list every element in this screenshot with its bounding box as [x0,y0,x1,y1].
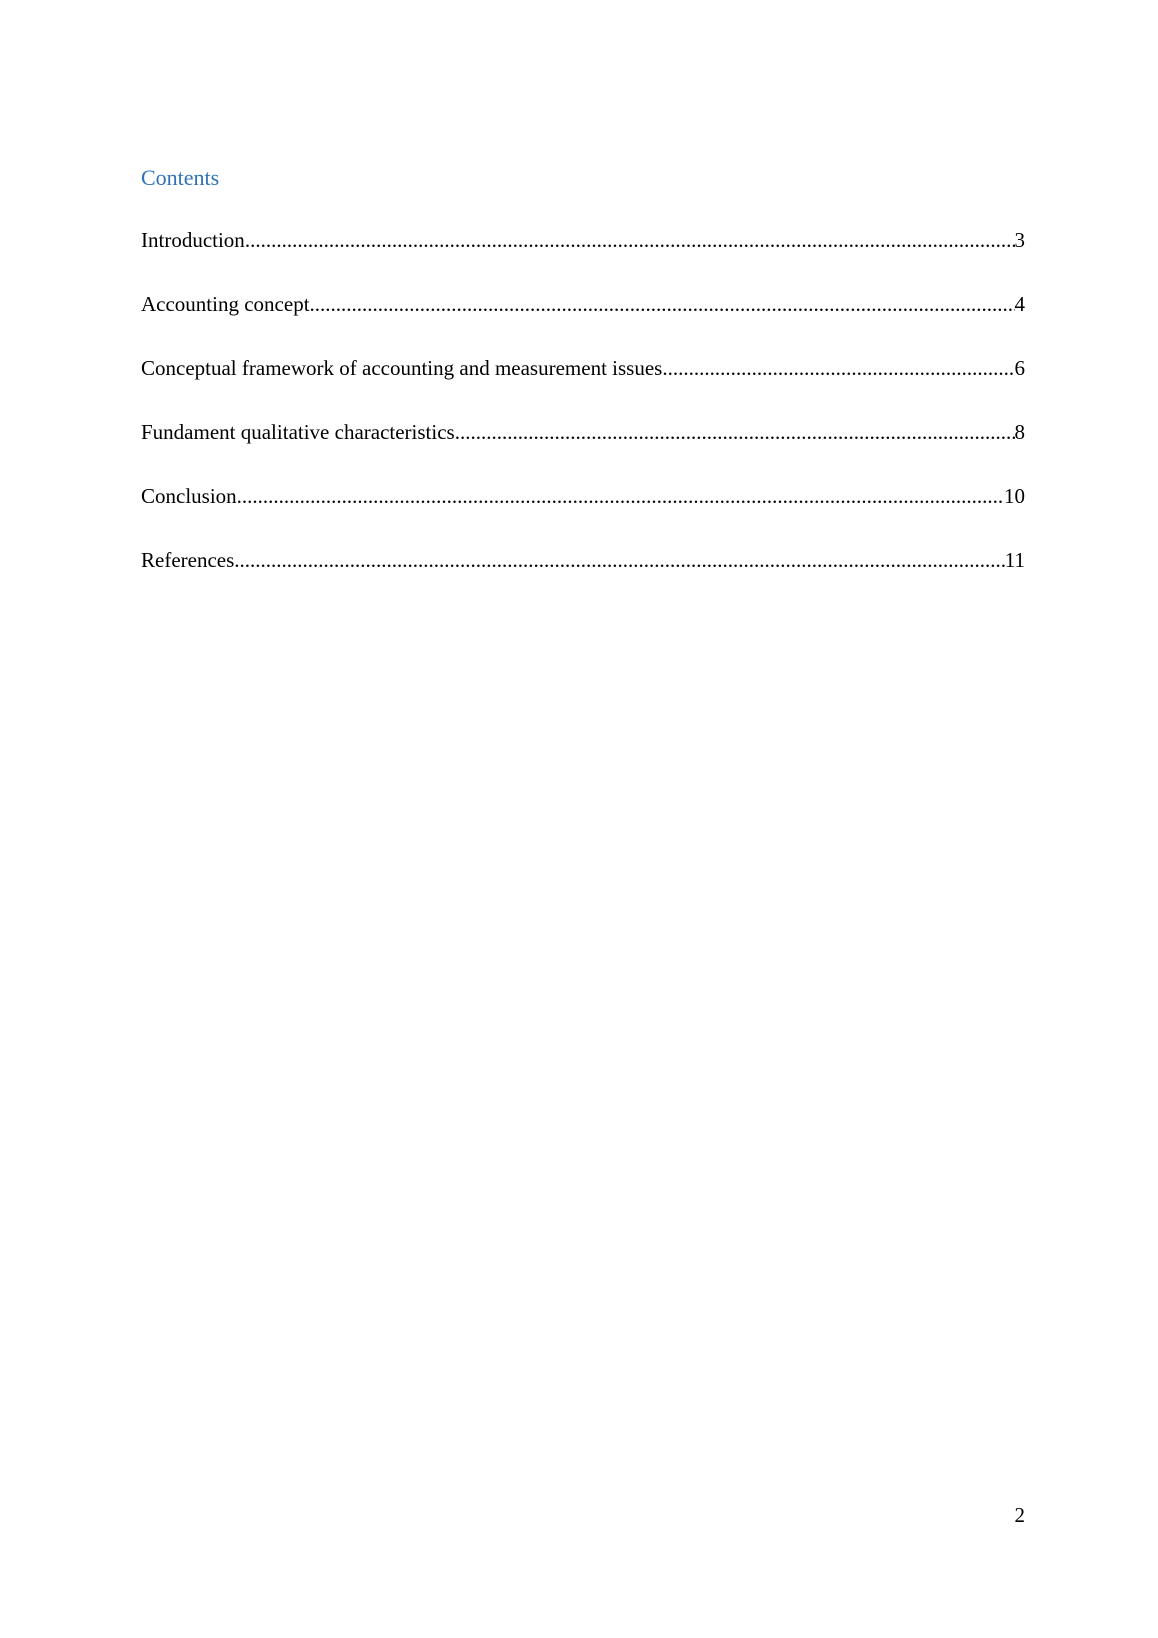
toc-dot-leader [662,353,1014,383]
toc-entry-conclusion[interactable] [141,481,1025,545]
toc-dot-leader [245,225,1015,255]
toc-dot-leader [455,417,1015,447]
page-number: 2 [1014,1503,1025,1527]
toc-entry-title: Fundament qualitative characteristics [141,420,455,444]
toc-list [141,225,1025,609]
toc-entry-title: References [141,548,235,572]
toc-entry-accounting-concept[interactable] [141,289,1025,353]
toc-dot-leader [237,481,1004,511]
toc-entry-page: 6 [1014,356,1025,380]
toc-entry-title: Conclusion [141,484,237,508]
toc-entry-title: Conceptual framework of accounting and measurement issues [141,356,663,380]
toc-entry-page: 11 [1004,548,1025,572]
toc-entry-page: 3 [1014,228,1025,252]
toc-entry-page: 10 [1004,484,1025,508]
toc-entry-conceptual-framework[interactable] [141,353,1025,417]
toc-heading: Contents [141,165,220,190]
toc-entry-introduction[interactable] [141,225,1025,289]
toc-entry-qualitative-characteristics[interactable] [141,417,1025,481]
toc-entry-title: Accounting concept [141,292,310,316]
toc-entry-page: 4 [1014,292,1025,316]
toc-dot-leader [310,289,1015,319]
toc-entry-references[interactable] [141,545,1025,609]
toc-entry-title: Introduction [141,228,245,252]
toc-entry-page: 8 [1014,420,1025,444]
toc-dot-leader [234,545,1004,575]
